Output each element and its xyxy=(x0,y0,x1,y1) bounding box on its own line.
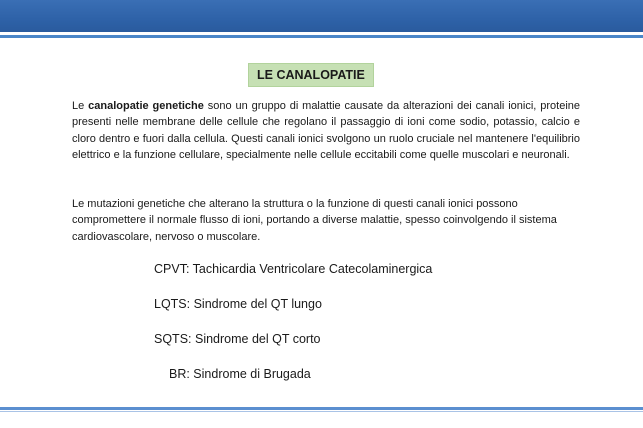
intro-lead: Le xyxy=(72,100,89,112)
mutations-paragraph: Le mutazioni genetiche che alterano la struttura o la funzione di questi canali ionici possono compromettere il normale flusso di ioni, portando a diverse malattie, spesso coinvolgendo il sistema cardiovascolare, nervoso o muscolare. xyxy=(72,198,557,243)
intro-rest: sono un gruppo di malattie causate da alterazioni dei canali ionici, proteine presenti nelle membrane delle cellule che regolano il passaggio di ioni come sodio, potassio, calcio e cloro dentro e fuori dalla cellula. Questi canali ionici svolgono un ruolo cruciale nel mantenere l'equilibrio elettrico e la funzione cellulare, specialmente nelle cellule eccitabili come quelle muscolari e neuronali. xyxy=(72,100,580,162)
syndrome-item-cpvt: CPVT: Tachicardia Ventricolare Catecolaminergica xyxy=(154,262,433,276)
syndrome-item-lqts: LQTS: Sindrome del QT lungo xyxy=(154,297,322,311)
slide-title: LE CANALOPATIE xyxy=(248,63,374,87)
header-divider xyxy=(0,35,643,38)
intro-paragraph xyxy=(72,98,580,164)
footer-divider xyxy=(0,407,643,410)
footer-divider-thin xyxy=(0,411,643,412)
syndrome-item-br: BR: Sindrome di Brugada xyxy=(169,367,311,381)
intro-bold-term: canalopatie genetiche xyxy=(88,100,204,112)
header-bar xyxy=(0,0,643,32)
syndrome-item-sqts: SQTS: Sindrome del QT corto xyxy=(154,332,321,346)
